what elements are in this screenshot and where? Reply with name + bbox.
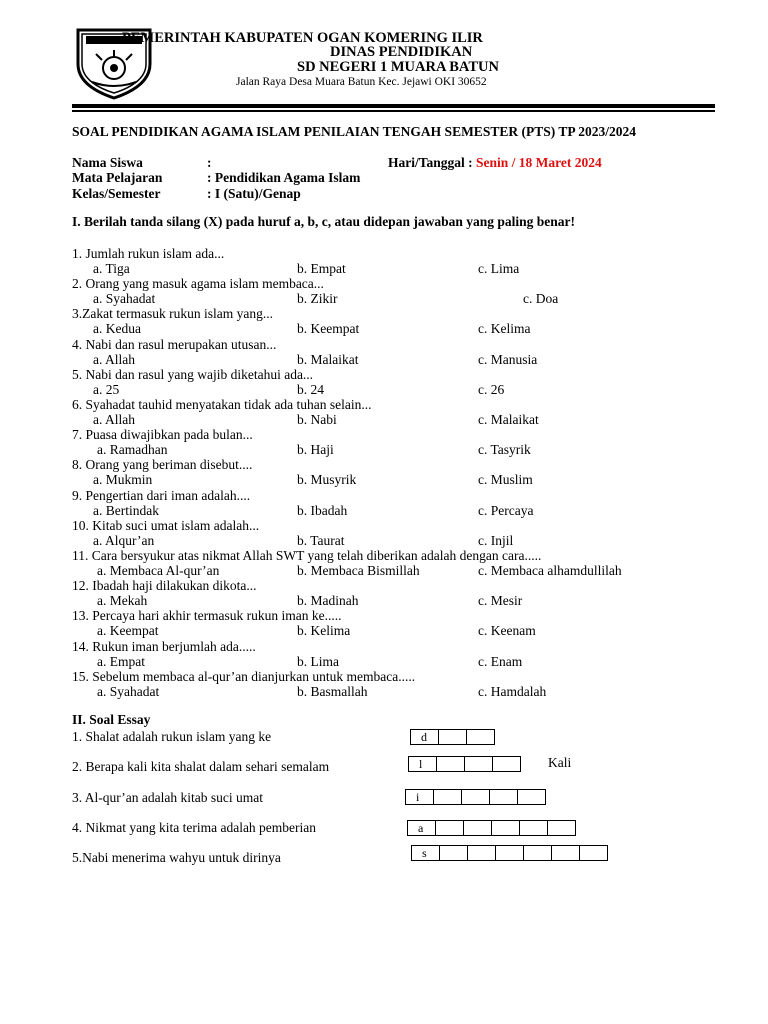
answer-option-b[interactable]: b. Zikir xyxy=(297,291,338,307)
multiple-choice-instruction: I. Berilah tanda silang (X) pada huruf a, b, c, atau didepan jawaban yang paling benar! xyxy=(72,214,575,229)
header-department: DINAS PENDIDIKAN xyxy=(330,44,473,60)
essay-answer-cell[interactable] xyxy=(461,789,490,805)
student-name-label: Nama Siswa xyxy=(72,155,143,170)
essay-answer-cell[interactable] xyxy=(492,756,521,772)
question-text: 4. Nabi dan rasul merupakan utusan... xyxy=(72,336,277,352)
answer-option-a[interactable]: a. Allah xyxy=(93,351,135,367)
date-value: Senin / 18 Maret 2024 xyxy=(476,155,602,170)
answer-option-b[interactable]: b. Basmallah xyxy=(297,683,368,699)
answer-option-b[interactable]: b. Haji xyxy=(297,442,334,458)
answer-option-c[interactable]: c. Doa xyxy=(523,291,559,307)
answer-option-a[interactable]: a. Membaca Al-qur’an xyxy=(97,563,220,578)
answer-option-a[interactable]: a. Syahadat xyxy=(97,683,160,699)
answer-option-a[interactable]: a. Mukmin xyxy=(93,472,153,488)
question-text: 7. Puasa diwajibkan pada bulan... xyxy=(72,427,253,443)
answer-option-a[interactable]: a. Ramadhan xyxy=(97,442,168,458)
essay-answer-boxes xyxy=(407,820,576,836)
answer-option-a[interactable]: a. 25 xyxy=(93,381,120,397)
answer-option-b[interactable]: b. 24 xyxy=(297,381,324,397)
essay-question: 3. Al-qur’an adalah kitab suci umat xyxy=(72,790,263,805)
answer-option-c[interactable]: c. Enam xyxy=(478,653,523,669)
answer-option-a[interactable]: a. Empat xyxy=(97,653,145,669)
answer-option-b[interactable]: b. Ibadah xyxy=(297,502,348,518)
answer-option-c[interactable]: c. Muslim xyxy=(478,472,533,488)
student-name-colon: : xyxy=(207,155,212,170)
answer-option-b[interactable]: b. Lima xyxy=(297,653,339,669)
question-text: 6. Syahadat tauhid menyatakan tidak ada tuhan selain... xyxy=(72,397,372,412)
essay-answer-cell[interactable] xyxy=(436,756,465,772)
essay-answer-boxes xyxy=(411,845,608,861)
answer-option-a[interactable]: a. Alqur’an xyxy=(93,532,155,548)
answer-option-c[interactable]: c. Lima xyxy=(478,261,520,276)
question-text: 15. Sebelum membaca al-qur’an dianjurkan untuk membaca..... xyxy=(72,668,416,684)
essay-answer-cell[interactable] xyxy=(463,820,492,836)
answer-option-a[interactable]: a. Allah xyxy=(93,412,135,427)
answer-option-b[interactable]: b. Empat xyxy=(297,261,346,276)
essay-answer-boxes xyxy=(410,729,495,745)
essay-answer-cell[interactable] xyxy=(435,820,464,836)
question-text: 12. Ibadah haji dilakukan dikota... xyxy=(72,578,257,594)
header-divider-thick xyxy=(72,104,715,108)
question-text: 11. Cara bersyukur atas nikmat Allah SWT yang telah diberikan adalah dengan cara..... xyxy=(72,548,542,563)
question-text: 13. Percaya hari akhir termasuk rukun iman ke..... xyxy=(72,608,342,624)
essay-answer-cell[interactable] xyxy=(517,789,546,805)
essay-answer-hint-cell[interactable]: d xyxy=(410,729,439,745)
answer-option-c[interactable]: c. Mesir xyxy=(478,593,523,609)
answer-option-b[interactable]: b. Madinah xyxy=(297,593,359,609)
answer-option-b[interactable]: b. Nabi xyxy=(297,412,337,427)
answer-option-a[interactable]: a. Tiga xyxy=(93,261,130,276)
essay-answer-cell[interactable] xyxy=(491,820,520,836)
exam-title: SOAL PENDIDIKAN AGAMA ISLAM PENILAIAN TENGAH SEMESTER (PTS) TP 2023/2024 xyxy=(72,124,636,139)
essay-question: 5.Nabi menerima wahyu untuk dirinya xyxy=(72,850,281,865)
answer-option-a[interactable]: a. Kedua xyxy=(93,321,141,337)
answer-option-a[interactable]: a. Keempat xyxy=(97,623,159,639)
essay-answer-hint-cell[interactable]: s xyxy=(411,845,440,861)
answer-option-b[interactable]: b. Keempat xyxy=(297,321,360,337)
answer-option-b[interactable]: b. Membaca Bismillah xyxy=(297,563,420,578)
answer-option-c[interactable]: c. 26 xyxy=(478,381,505,397)
essay-answer-cell[interactable] xyxy=(495,845,524,861)
answer-option-c[interactable]: c. Percaya xyxy=(478,502,534,518)
essay-answer-cell[interactable] xyxy=(489,789,518,805)
class-value: : I (Satu)/Genap xyxy=(207,186,301,201)
essay-unit-kali: Kali xyxy=(548,755,572,770)
answer-option-c[interactable]: c. Kelima xyxy=(478,321,531,337)
question-text: 9. Pengertian dari iman adalah.... xyxy=(72,487,251,503)
essay-answer-cell[interactable] xyxy=(433,789,462,805)
answer-option-c[interactable]: c. Malaikat xyxy=(478,412,539,427)
header-address: Jalan Raya Desa Muara Batun Kec. Jejawi OKI 30652 xyxy=(236,76,487,88)
essay-answer-cell[interactable] xyxy=(439,845,468,861)
question-text: 3.Zakat termasuk rukun islam yang... xyxy=(72,306,273,322)
essay-answer-hint-cell[interactable]: i xyxy=(405,789,434,805)
answer-option-c[interactable]: c. Manusia xyxy=(478,351,538,367)
essay-answer-cell[interactable] xyxy=(466,729,495,745)
essay-heading: II. Soal Essay xyxy=(72,712,151,727)
answer-option-c[interactable]: c. Hamdalah xyxy=(478,683,547,699)
essay-answer-cell[interactable] xyxy=(579,845,608,861)
essay-question: 4. Nikmat yang kita terima adalah pemberian xyxy=(72,820,317,835)
answer-option-c[interactable]: c. Injil xyxy=(478,532,514,548)
subject-label: Mata Pelajaran xyxy=(72,170,163,185)
answer-option-c[interactable]: c. Keenam xyxy=(478,623,536,639)
essay-answer-cell[interactable] xyxy=(547,820,576,836)
answer-option-a[interactable]: a. Mekah xyxy=(97,593,148,609)
essay-question: 1. Shalat adalah rukun islam yang ke xyxy=(72,729,272,744)
essay-answer-boxes xyxy=(405,789,546,805)
question-text: 1. Jumlah rukun islam ada... xyxy=(72,246,225,261)
essay-answer-cell[interactable] xyxy=(467,845,496,861)
question-text: 14. Rukun iman berjumlah ada..... xyxy=(72,638,256,654)
header-school: SD NEGERI 1 MUARA BATUN xyxy=(297,59,499,75)
question-text: 10. Kitab suci umat islam adalah... xyxy=(72,517,260,533)
header-government: PEMERINTAH KABUPATEN OGAN KOMERING ILIR xyxy=(122,30,483,46)
question-text: 8. Orang yang beriman disebut.... xyxy=(72,457,253,473)
question-text: 5. Nabi dan rasul yang wajib diketahui ada... xyxy=(72,366,314,382)
answer-option-c[interactable]: c. Tasyrik xyxy=(478,442,531,458)
answer-option-b[interactable]: b. Taurat xyxy=(297,532,345,548)
answer-option-a[interactable]: a. Bertindak xyxy=(93,502,159,518)
header-divider-thin xyxy=(72,110,715,112)
date-label: Hari/Tanggal : Senin / 18 Maret 2024 xyxy=(388,155,602,170)
essay-answer-cell[interactable] xyxy=(519,820,548,836)
essay-answer-cell[interactable] xyxy=(438,729,467,745)
subject-value: : Pendidikan Agama Islam xyxy=(207,170,361,185)
essay-answer-hint-cell[interactable]: l xyxy=(408,756,437,772)
essay-answer-cell[interactable] xyxy=(464,756,493,772)
essay-answer-hint-cell[interactable]: a xyxy=(407,820,436,836)
answer-option-a[interactable]: a. Syahadat xyxy=(93,291,156,307)
class-label: Kelas/Semester xyxy=(72,186,161,201)
essay-answer-cell[interactable] xyxy=(523,845,552,861)
answer-option-b[interactable]: b. Malaikat xyxy=(297,351,359,367)
answer-option-b[interactable]: b. Kelima xyxy=(297,623,351,639)
essay-answer-cell[interactable] xyxy=(551,845,580,861)
essay-question: 2. Berapa kali kita shalat dalam sehari semalam xyxy=(72,759,330,774)
answer-option-b[interactable]: b. Musyrik xyxy=(297,472,357,488)
answer-option-c[interactable]: c. Membaca alhamdullilah xyxy=(478,563,622,578)
essay-answer-boxes xyxy=(408,756,521,772)
question-text: 2. Orang yang masuk agama islam membaca... xyxy=(72,276,324,292)
